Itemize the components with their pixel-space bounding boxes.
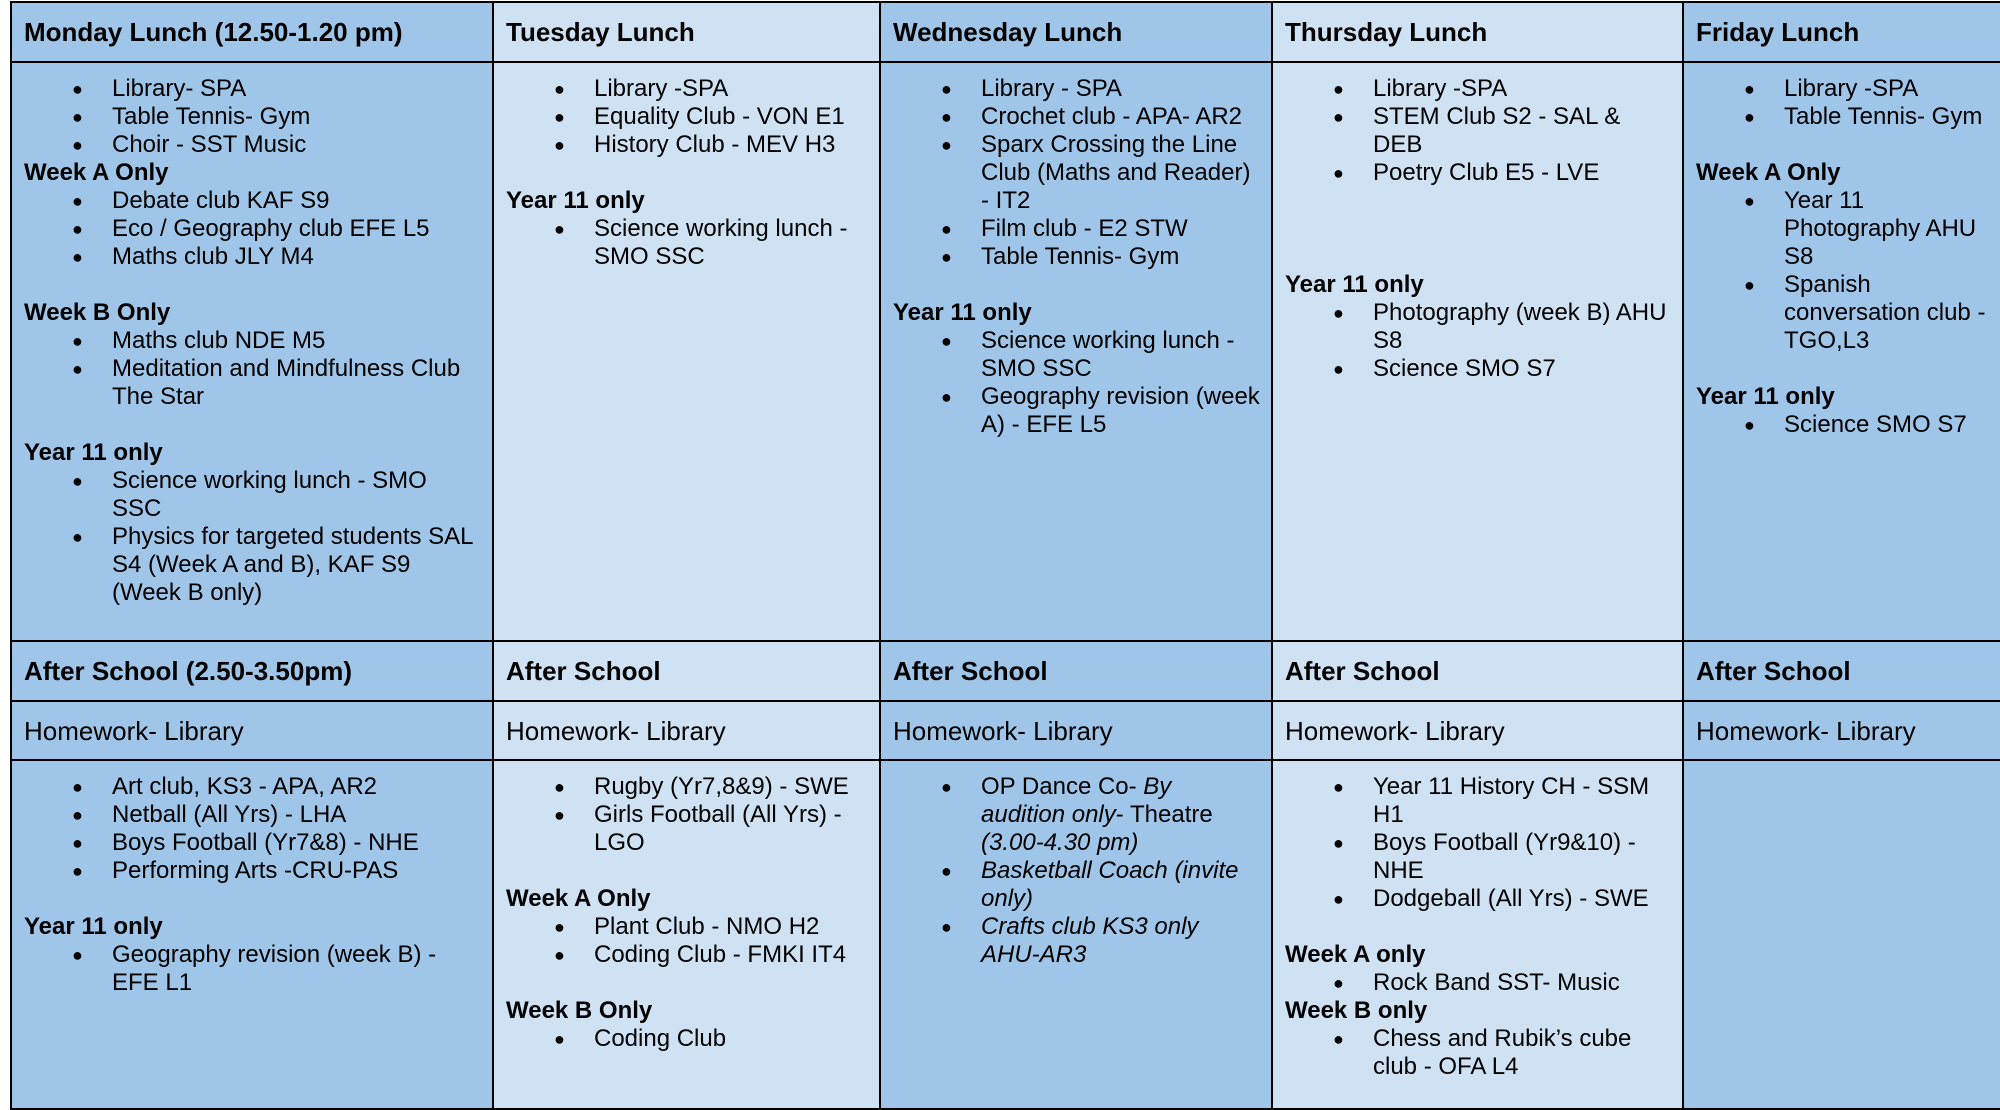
lunch-header-row (11, 2, 2000, 62)
activity-item: ● Year 11 Photography AHU S8 (1696, 187, 1990, 271)
activity-list (506, 773, 869, 857)
activity-list (893, 75, 1261, 271)
activity-item: ● Chess and Rubik’s cube club - OFA L4 (1285, 1025, 1672, 1081)
friday-after-title: After School (1683, 641, 2000, 701)
tuesday-lunch-cell (493, 62, 880, 641)
section-heading: Year 11 only (893, 299, 1032, 326)
activity-item: ● Geography revision (week B) - EFE L1 (24, 941, 482, 997)
friday-lunch-title: Friday Lunch (1683, 2, 2000, 62)
activity-item: ● Boys Football (Yr7&8) - NHE (24, 829, 482, 857)
monday-lunch-title: Monday Lunch (12.50-1.20 pm) (11, 2, 493, 62)
monday-lunch-cell (11, 62, 493, 641)
activity-list (893, 773, 1261, 969)
section-heading: Week B only (1285, 997, 1428, 1024)
activity-item: ● Basketball Coach (invite only) (893, 857, 1261, 913)
activity-item: ● Library -SPA (1285, 75, 1672, 103)
monday-after-title: After School (2.50-3.50pm) (11, 641, 493, 701)
section-heading: Week B Only (24, 299, 171, 326)
activity-list (1285, 75, 1672, 187)
dance-note: By audition only (981, 773, 1172, 828)
activity-list (24, 941, 482, 997)
activity-item: ● STEM Club S2 - SAL & DEB (1285, 103, 1672, 159)
monday-after-cell (11, 760, 493, 1109)
activity-item: ● Rugby (Yr7,8&9) - SWE (506, 773, 869, 801)
activity-item: ● Plant Club - NMO H2 (506, 913, 869, 941)
activity-item: ● Boys Football (Yr9&10) - NHE (1285, 829, 1672, 885)
activity-item: ● Physics for targeted students SAL S4 (Week A and B), KAF S9 (Week B only) (24, 523, 482, 607)
activity-item: ● Table Tennis- Gym (893, 243, 1261, 271)
section-heading: Week A only (1285, 941, 1426, 968)
tuesday-after-cell (493, 760, 880, 1109)
activity-item: ● Library - SPA (893, 75, 1261, 103)
activity-item: ● Science working lunch - SMO SSC (24, 467, 482, 523)
activity-item: ● Girls Football (All Yrs) - LGO (506, 801, 869, 857)
section-heading: Week A Only (24, 159, 169, 186)
activity-item: ● Science working lunch - SMO SSC (893, 327, 1261, 383)
activity-item: ● Year 11 History CH - SSM H1 (1285, 773, 1672, 829)
section-heading: Week A Only (506, 885, 651, 912)
homework-row (11, 701, 2000, 760)
activity-list (506, 913, 869, 969)
after-school-header-row (11, 641, 2000, 701)
section-heading: Year 11 only (1285, 271, 1424, 298)
activity-item: ● Spanish conversation club -TGO,L3 (1696, 271, 1990, 355)
thursday-lunch-title: Thursday Lunch (1272, 2, 1683, 62)
section-heading: Week A Only (1696, 159, 1841, 186)
activity-item: ● Science working lunch - SMO SSC (506, 215, 869, 271)
activity-list (24, 327, 482, 411)
activity-item: ● Coding Club - FMKI IT4 (506, 941, 869, 969)
activity-item: ● Crafts club KS3 only AHU-AR3 (893, 913, 1261, 969)
activity-list (506, 215, 869, 271)
activity-item: ● Science SMO S7 (1696, 411, 1990, 439)
friday-after-cell (1683, 760, 2000, 1109)
activity-item: ● History Club - MEV H3 (506, 131, 869, 159)
activity-item: ● Library -SPA (1696, 75, 1990, 103)
section-heading: Year 11 only (1696, 383, 1835, 410)
friday-lunch-cell (1683, 62, 2000, 641)
activity-item: ● Netball (All Yrs) - LHA (24, 801, 482, 829)
wednesday-after-cell (880, 760, 1272, 1109)
activity-item: ● Performing Arts -CRU-PAS (24, 857, 482, 885)
activity-item: ● Photography (week B) AHU S8 (1285, 299, 1672, 355)
activity-item: ● Debate club KAF S9 (24, 187, 482, 215)
activity-list (24, 75, 482, 159)
tuesday-homework: Homework- Library (493, 701, 880, 760)
activity-item: ● Table Tennis- Gym (24, 103, 482, 131)
activity-item: ● Geography revision (week A) - EFE L5 (893, 383, 1261, 439)
activity-list (1285, 773, 1672, 913)
activity-item: ● Table Tennis- Gym (1696, 103, 1990, 131)
activity-item: ● Choir - SST Music (24, 131, 482, 159)
dance-time: (3.00-4.30 pm) (981, 829, 1139, 856)
thursday-homework: Homework- Library (1272, 701, 1683, 760)
activity-list (1285, 969, 1672, 997)
wednesday-lunch-cell (880, 62, 1272, 641)
tuesday-lunch-title: Tuesday Lunch (493, 2, 880, 62)
section-heading: Year 11 only (24, 439, 163, 466)
enrichment-timetable (10, 1, 2000, 1110)
activity-item: ● Eco / Geography club EFE L5 (24, 215, 482, 243)
activity-item: ● Maths club NDE M5 (24, 327, 482, 355)
activity-item: ● Poetry Club E5 - LVE (1285, 159, 1672, 187)
thursday-after-title: After School (1272, 641, 1683, 701)
activity-list (1696, 75, 1990, 131)
activity-list (1285, 299, 1672, 383)
activity-list (506, 1025, 869, 1053)
section-heading: Week B Only (506, 997, 653, 1024)
activity-item: ● Library- SPA (24, 75, 482, 103)
activity-list (1285, 1025, 1672, 1081)
activity-item: ● Coding Club (506, 1025, 869, 1053)
activity-list (1696, 187, 1990, 355)
activity-item: ● Equality Club - VON E1 (506, 103, 869, 131)
activity-item: ● Art club, KS3 - APA, AR2 (24, 773, 482, 801)
after-school-content-row (11, 760, 2000, 1109)
thursday-after-cell (1272, 760, 1683, 1109)
activity-item: ● Dodgeball (All Yrs) - SWE (1285, 885, 1672, 913)
thursday-lunch-cell (1272, 62, 1683, 641)
friday-homework: Homework- Library (1683, 701, 2000, 760)
activity-list (893, 327, 1261, 439)
activity-item: ● Crochet club - APA- AR2 (893, 103, 1261, 131)
activity-list (24, 467, 482, 607)
activity-item: ● Meditation and Mindfulness Club The Star (24, 355, 482, 411)
wednesday-lunch-title: Wednesday Lunch (880, 2, 1272, 62)
section-heading: Year 11 only (24, 913, 163, 940)
activity-item: ● Maths club JLY M4 (24, 243, 482, 271)
wednesday-homework: Homework- Library (880, 701, 1272, 760)
activity-list (24, 773, 482, 885)
dance-name: OP Dance Co- (981, 773, 1144, 800)
activity-item: ● Sparx Crossing the Line Club (Maths and Reader) - IT2 (893, 131, 1261, 215)
dance-venue: - Theatre (1115, 801, 1213, 828)
activity-item: ● Library -SPA (506, 75, 869, 103)
activity-item (893, 773, 1261, 857)
activity-list (24, 187, 482, 271)
activity-list (506, 75, 869, 159)
activity-item: ● Film club - E2 STW (893, 215, 1261, 243)
lunch-content-row (11, 62, 2000, 641)
tuesday-after-title: After School (493, 641, 880, 701)
activity-list (1696, 411, 1990, 439)
activity-item: ● Rock Band SST- Music (1285, 969, 1672, 997)
section-heading: Year 11 only (506, 187, 645, 214)
wednesday-after-title: After School (880, 641, 1272, 701)
monday-homework: Homework- Library (11, 701, 493, 760)
activity-item: ● Science SMO S7 (1285, 355, 1672, 383)
